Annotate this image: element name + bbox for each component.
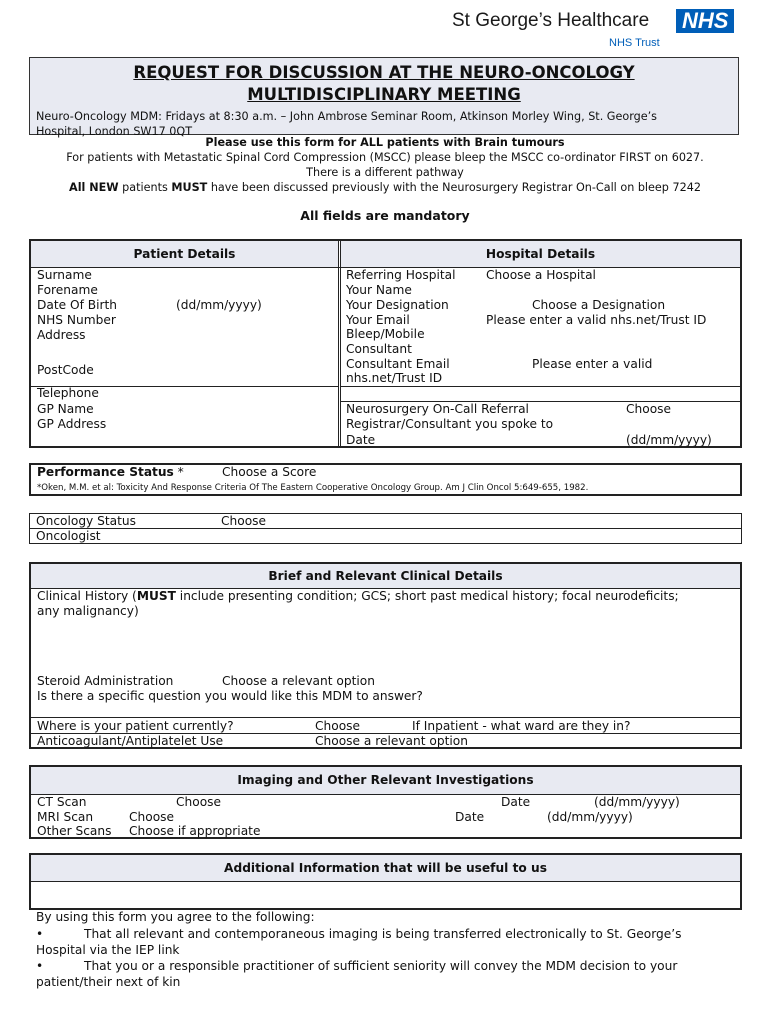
agreement-bullet-1: • <box>36 927 44 941</box>
consultant-email-label: Consultant Email <box>346 357 450 371</box>
mri-date-label: Date <box>455 810 485 824</box>
consultant-label: Consultant <box>346 342 412 356</box>
postcode-label: PostCode <box>37 363 94 377</box>
additional-box <box>29 853 742 910</box>
clinical-history-label-2: any malignancy) <box>37 604 139 618</box>
surname-label: Surname <box>37 268 92 282</box>
gp-name-label: GP Name <box>37 402 94 416</box>
ct-scan-select[interactable]: Choose <box>176 795 221 809</box>
gp-address-label: GP Address <box>37 417 107 431</box>
oncology-status-label: Oncology Status <box>36 514 136 528</box>
email-field[interactable]: Please enter a valid nhs.net/Trust ID <box>486 313 707 327</box>
mri-scan-select[interactable]: Choose <box>129 810 174 824</box>
steroid-label: Steroid Administration <box>37 674 174 688</box>
nhs-number-label: NHS Number <box>37 313 116 327</box>
designation-select[interactable]: Choose a Designation <box>532 298 666 312</box>
your-name-label: Your Name <box>346 283 412 297</box>
email-label: Your Email <box>346 313 410 327</box>
oncology-box <box>29 513 742 544</box>
ct-date-label: Date <box>501 795 531 809</box>
imaging-box <box>29 765 742 839</box>
ct-date-field[interactable]: (dd/mm/yyyy) <box>594 795 680 809</box>
anticoagulant-label: Anticoagulant/Antiplatelet Use <box>37 734 224 748</box>
title-line-1: REQUEST FOR DISCUSSION AT THE NEURO-ONCOLOGY <box>133 63 635 82</box>
ct-scan-label: CT Scan <box>37 795 87 809</box>
other-scans-select[interactable]: Choose if appropriate <box>129 824 261 838</box>
other-scans-label: Other Scans <box>37 824 112 838</box>
mri-scan-label: MRI Scan <box>37 810 94 824</box>
nhs-trust: NHS Trust <box>609 37 660 49</box>
inpatient-ward-label: If Inpatient - what ward are they in? <box>412 719 631 733</box>
registrar-label: Registrar/Consultant you spoke to <box>346 417 554 431</box>
agreement-item-2: That you or a responsible practitioner of sufficient seniority will convey the MDM decision to your <box>84 959 678 973</box>
notice-new-patients: All NEW patients MUST have been discussed previously with the Neurosurgery Registrar On-Call on bleep 7242 <box>69 181 701 194</box>
notice-pathway: There is a different pathway <box>306 166 464 179</box>
notice-mscc: For patients with Metastatic Spinal Cord Compression (MSCC) please bleep the MSCC co-ordinator FIRST on 6027. <box>66 151 704 164</box>
patient-details-header: Patient Details <box>31 241 338 267</box>
agreement-intro: By using this form you agree to the following: <box>36 910 315 924</box>
designation-label: Your Designation <box>346 298 449 312</box>
additional-header: Additional Information that will be useful to us <box>31 855 740 881</box>
question-label: Is there a specific question you would like this MDM to answer? <box>37 689 423 703</box>
additional-info-field[interactable] <box>31 882 740 908</box>
telephone-label: Telephone <box>37 386 99 400</box>
hospital-details-header: Hospital Details <box>341 241 740 267</box>
date-field[interactable]: (dd/mm/yyyy) <box>626 433 712 447</box>
agreement-bullet-2: • <box>36 959 44 973</box>
date-label: Date <box>346 433 376 447</box>
clinical-box <box>29 562 742 749</box>
performance-label: Performance Status * <box>37 465 184 479</box>
forename-label: Forename <box>37 283 98 297</box>
details-table <box>29 239 742 448</box>
steroid-select[interactable]: Choose a relevant option <box>222 674 375 688</box>
title-box <box>29 57 739 138</box>
imaging-header: Imaging and Other Relevant Investigations <box>31 767 740 794</box>
oncology-status-select[interactable]: Choose <box>221 514 266 528</box>
mandatory-note: All fields are mandatory <box>300 208 470 223</box>
notice-brain-tumours: Please use this form for ALL patients with Brain tumours <box>205 136 565 149</box>
where-select[interactable]: Choose <box>315 719 360 733</box>
nhs-logo: NHS <box>676 9 734 33</box>
mri-date-field[interactable]: (dd/mm/yyyy) <box>547 810 633 824</box>
subtitle-line-2: Hospital, London SW17 0QT <box>36 125 193 138</box>
referring-hospital-select[interactable]: Choose a Hospital <box>486 268 596 282</box>
title-line-2: MULTIDISCIPLINARY MEETING <box>247 85 521 104</box>
performance-select[interactable]: Choose a Score <box>222 465 317 479</box>
dob-label: Date Of Birth <box>37 298 118 312</box>
referral-select[interactable]: Choose <box>626 402 671 416</box>
clinical-header: Brief and Relevant Clinical Details <box>31 564 740 588</box>
referral-label: Neurosurgery On-Call Referral <box>346 402 529 416</box>
bleep-label: Bleep/Mobile <box>346 327 425 341</box>
agreement-item-2-cont: patient/their next of kin <box>36 975 181 989</box>
where-label: Where is your patient currently? <box>37 719 234 733</box>
consultant-email-field[interactable]: Please enter a valid <box>532 357 653 371</box>
performance-footnote: *Oken, M.M. et al: Toxicity And Response Criteria Of The Eastern Cooperative Oncology Group. Am J Clin Oncol 5:649-655, 1982. <box>37 483 589 493</box>
performance-box <box>29 463 742 496</box>
dob-field[interactable]: (dd/mm/yyyy) <box>176 298 262 312</box>
subtitle-line-1: Neuro-Oncology MDM: Fridays at 8:30 a.m. – John Ambrose Seminar Room, Atkinson Morley Wing, St. George’s <box>36 110 657 123</box>
referring-hospital-label: Referring Hospital <box>346 268 456 282</box>
agreement-item-1: That all relevant and contemporaneous imaging is being transferred electronically to St. George’s <box>84 927 682 941</box>
oncologist-label: Oncologist <box>36 529 101 543</box>
org-name: St George’s Healthcare <box>452 10 650 31</box>
anticoagulant-select[interactable]: Choose a relevant option <box>315 734 468 748</box>
clinical-history-label: Clinical History (MUST include presenting condition; GCS; short past medical history; focal neurodeficits; <box>37 589 679 603</box>
consultant-email-field-2: nhs.net/Trust ID <box>346 371 443 385</box>
agreement-item-1-cont: Hospital via the IEP link <box>36 943 180 957</box>
address-label: Address <box>37 328 86 342</box>
